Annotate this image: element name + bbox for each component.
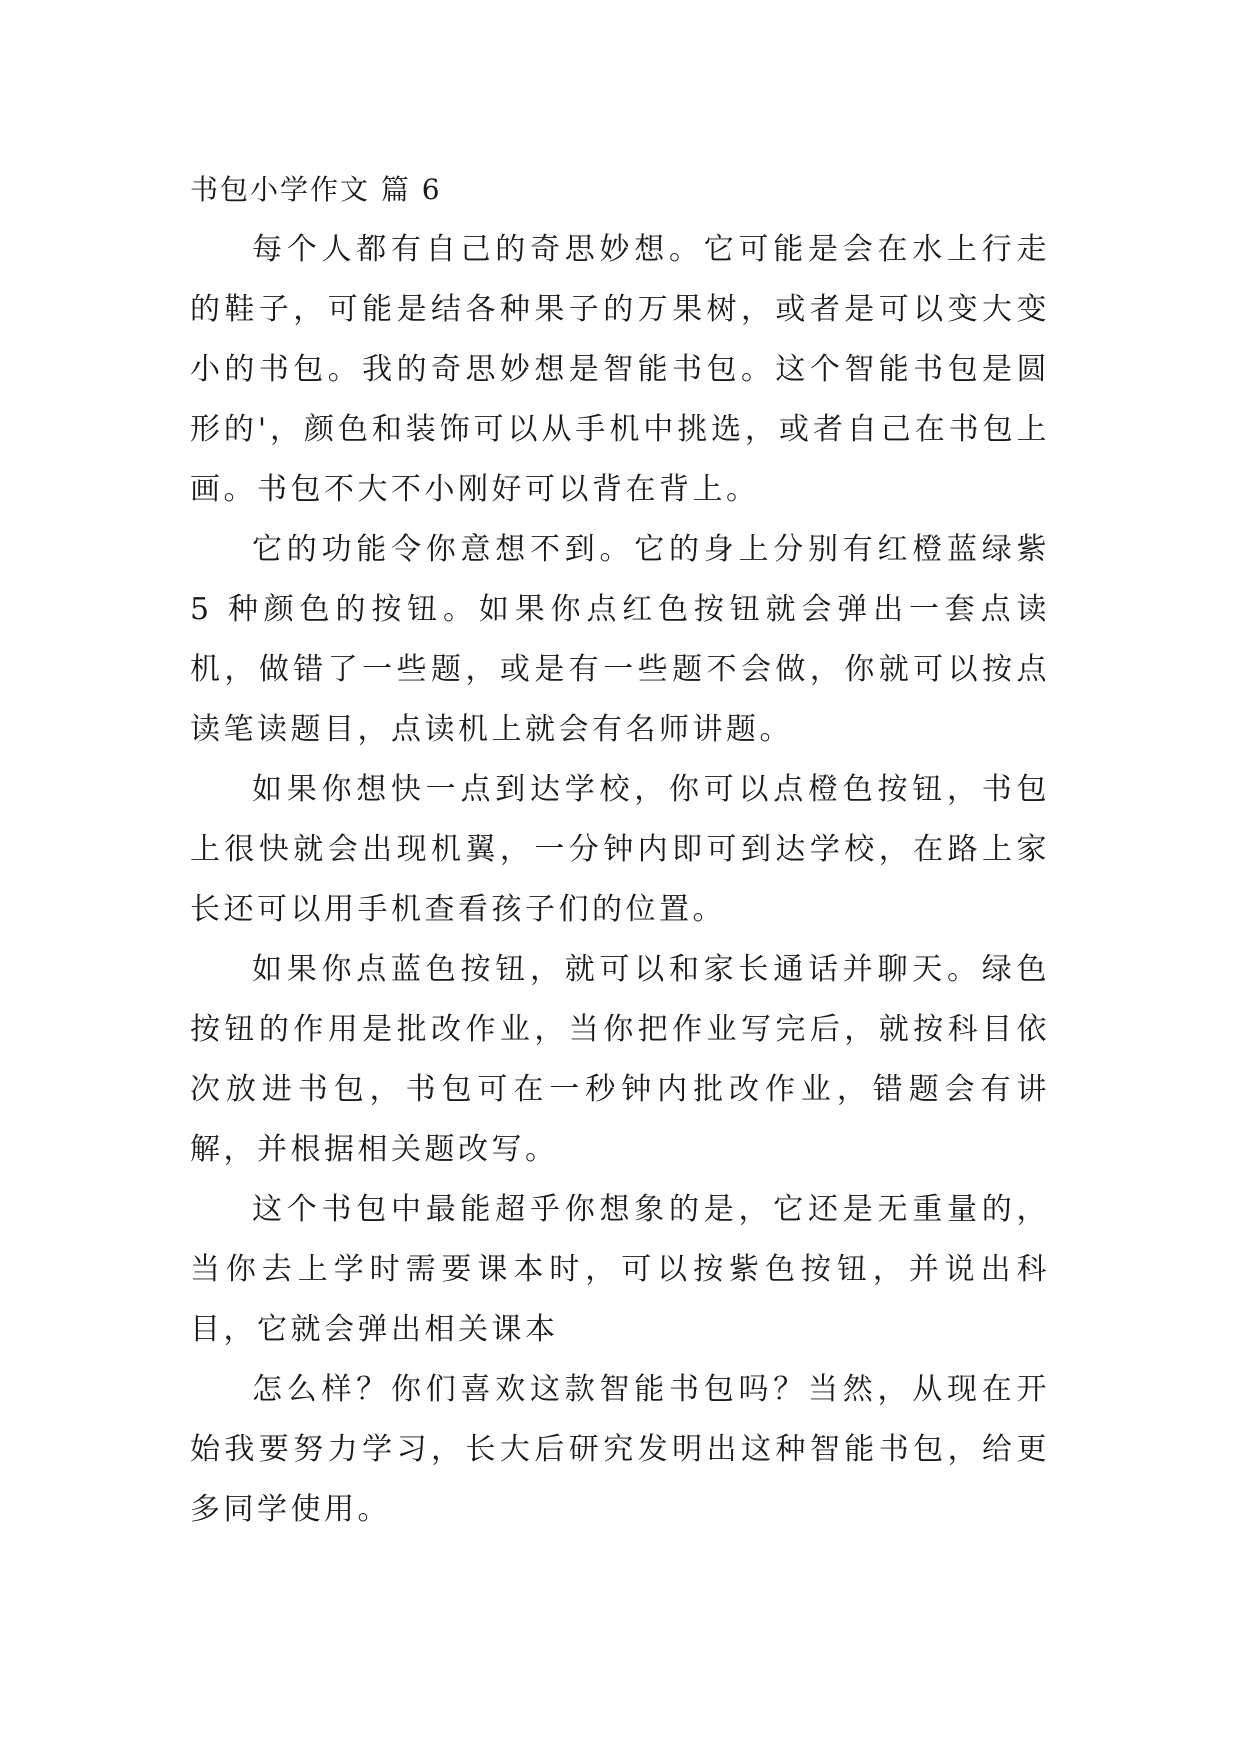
paragraph-2: 它的功能令你意想不到。它的身上分别有红橙蓝绿紫 5 种颜色的按钮。如果你点红色按钮就会弹出一套点读机，做错了一些题，或是有一些题不会做，你就可以按点读笔读题目，点读机上就会有名师讲题。 (190, 532, 1050, 747)
essay-title: 书包小学作文 篇 6 (190, 173, 442, 206)
paragraph-4: 如果你点蓝色按钮，就可以和家长通话并聊天。绿色按钮的作用是批改作业，当你把作业写完后，就按科目依次放进书包，书包可在一秒钟内批改作业，错题会有讲解，并根据相关题改写。 (190, 952, 1050, 1167)
paragraph-5: 这个书包中最能超乎你想象的是，它还是无重量的，当你去上学时需要课本时，可以按紫色按钮，并说出科目，它就会弹出相关课本 (190, 1192, 1050, 1347)
document-body (190, 160, 1050, 1540)
paragraph-6: 怎么样？你们喜欢这款智能书包吗？当然，从现在开始我要努力学习，长大后研究发明出这种智能书包，给更多同学使用。 (190, 1372, 1050, 1527)
paragraph-1: 每个人都有自己的奇思妙想。它可能是会在水上行走的鞋子，可能是结各种果子的万果树，或者是可以变大变小的书包。我的奇思妙想是智能书包。这个智能书包是圆形的'，颜色和装饰可以从手机中挑选，或者自己在书包上画。书包不大不小刚好可以背在背上。 (190, 232, 1050, 507)
paragraph-3: 如果你想快一点到达学校，你可以点橙色按钮，书包上很快就会出现机翼，一分钟内即可到达学校，在路上家长还可以用手机查看孩子们的位置。 (190, 772, 1050, 927)
